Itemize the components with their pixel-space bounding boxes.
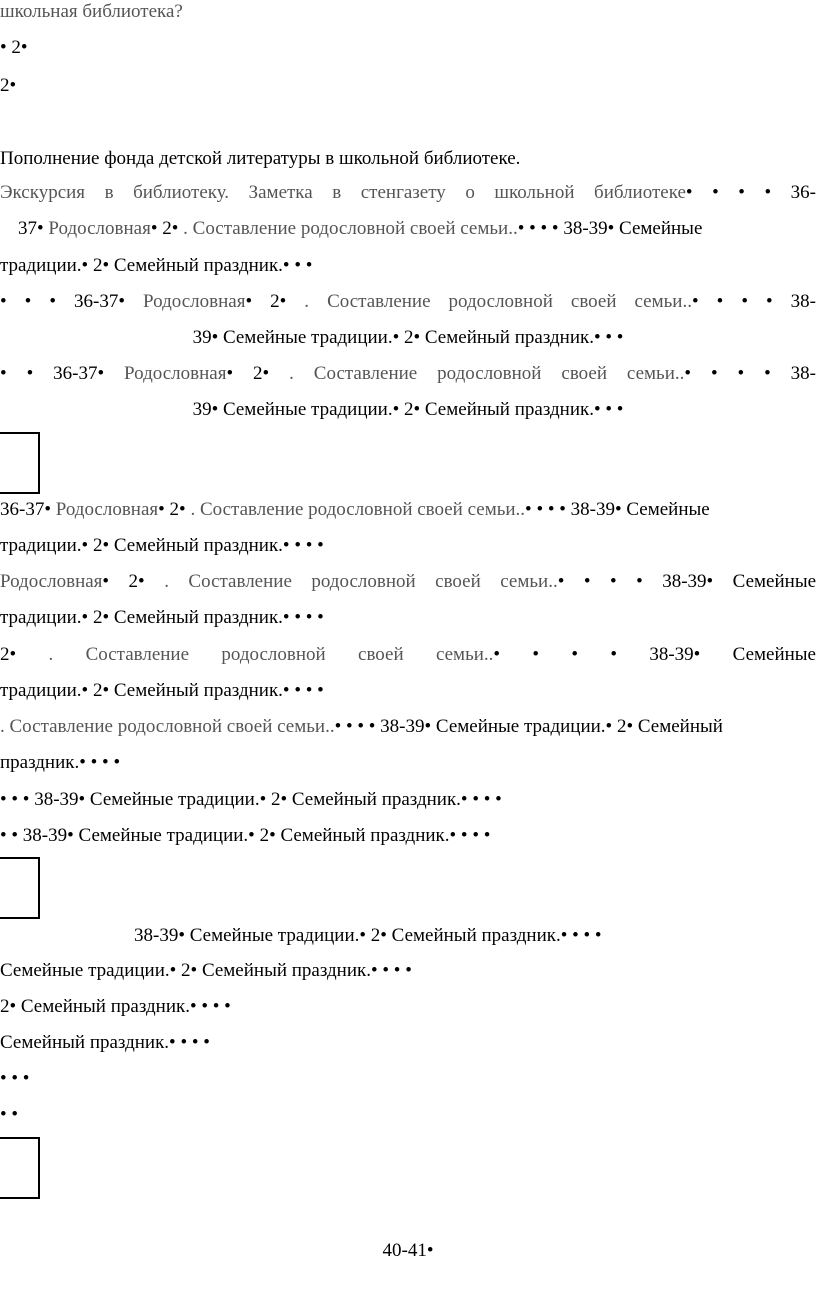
text-line: традиции.• 2• Семейный праздник.• • • • bbox=[0, 680, 324, 701]
text-run: • 2• bbox=[158, 499, 186, 520]
text-run: Экскурсия в библиотеку. Заметка в стенгазету о школьной библиотеке bbox=[0, 182, 686, 203]
text-run: • • • • 38- bbox=[684, 363, 816, 384]
text-run: • • • • 38- bbox=[691, 291, 816, 312]
text-run: • 2• bbox=[245, 291, 287, 312]
text-run: • • • 36-37• bbox=[0, 291, 126, 312]
text-line: традиции.• 2• Семейный праздник.• • • bbox=[0, 255, 313, 276]
text-line: 39• Семейные традиции.• 2• Семейный праздник.• • • bbox=[192, 399, 624, 420]
text-line: 2• Семейный праздник.• • • • bbox=[0, 996, 231, 1017]
text-run: Родословная bbox=[125, 291, 246, 312]
text-line: 2• bbox=[0, 75, 17, 96]
text-line: традиции.• 2• Семейный праздник.• • • • bbox=[0, 607, 324, 628]
page-number: 40-41• bbox=[382, 1240, 434, 1261]
text-run: Родословная bbox=[104, 363, 227, 384]
text-line: • • 38-39• Семейные традиции.• 2• Семейный праздник.• • • • bbox=[0, 825, 491, 846]
text-line: • • • 38-39• Семейные традиции.• 2• Семейный праздник.• • • • bbox=[0, 789, 502, 810]
text-run: • 2• bbox=[226, 363, 270, 384]
text-run: . Составление родословной своей семьи.. bbox=[269, 363, 685, 384]
text-line bbox=[0, 290, 816, 314]
text-run: • • 36-37• bbox=[0, 363, 105, 384]
text-run: . Составление родословной своей семьи.. bbox=[16, 644, 494, 665]
text-line: • • bbox=[0, 1104, 19, 1125]
text-line bbox=[0, 498, 816, 522]
text-line bbox=[0, 715, 816, 739]
text-run: Родословная bbox=[0, 571, 103, 592]
text-run: • • • • 38-39• Семейные bbox=[557, 571, 816, 592]
text-run: . Составление родословной своей семьи.. bbox=[185, 499, 526, 520]
text-line: 38-39• Семейные традиции.• 2• Семейный праздник.• • • • bbox=[134, 925, 602, 946]
text-line bbox=[0, 181, 816, 205]
text-run: 36-37• bbox=[0, 499, 51, 520]
text-run: . Составление родословной своей семьи.. bbox=[144, 571, 558, 592]
text-line: • • • bbox=[0, 1068, 30, 1089]
text-line: традиции.• 2• Семейный праздник.• • • • bbox=[0, 535, 324, 556]
empty-box bbox=[0, 1137, 40, 1199]
text-run: • • • • 36- bbox=[685, 182, 816, 203]
text-run: 2• bbox=[0, 644, 17, 665]
text-run: • 2• bbox=[102, 571, 145, 592]
text-run: . Составление родословной своей семьи.. bbox=[0, 716, 335, 737]
text-run: • 2• bbox=[150, 218, 179, 239]
text-line bbox=[0, 570, 816, 594]
text-line: школьная библиотека? bbox=[0, 1, 183, 22]
text-line: праздник.• • • • bbox=[0, 752, 121, 773]
text-run: 37• bbox=[18, 218, 44, 239]
text-run: . Составление родословной своей семьи.. bbox=[286, 291, 692, 312]
text-run: Родословная bbox=[50, 499, 159, 520]
text-line bbox=[0, 362, 816, 386]
text-line bbox=[0, 643, 816, 667]
text-line: Семейные традиции.• 2• Семейный праздник.• • • • bbox=[0, 960, 412, 981]
empty-box bbox=[0, 857, 40, 919]
section-heading: Пополнение фонда детской литературы в школьной библиотеке. bbox=[0, 148, 521, 169]
text-line: • 2• bbox=[0, 37, 28, 58]
empty-box bbox=[0, 432, 40, 494]
text-run: • • • • 38-39• Семейные bbox=[525, 499, 710, 520]
text-run: • • • • 38-39• Семейные bbox=[517, 218, 703, 239]
text-run: . Составление родословной своей семьи.. bbox=[178, 218, 518, 239]
text-line: 39• Семейные традиции.• 2• Семейный праздник.• • • bbox=[192, 327, 624, 348]
text-run: • • • • 38-39• Семейные bbox=[493, 644, 816, 665]
text-run: Родословная bbox=[43, 218, 151, 239]
text-line bbox=[18, 217, 798, 241]
text-run: • • • • 38-39• Семейные традиции.• 2• Семейный bbox=[334, 716, 723, 737]
text-line: Семейный праздник.• • • • bbox=[0, 1032, 210, 1053]
